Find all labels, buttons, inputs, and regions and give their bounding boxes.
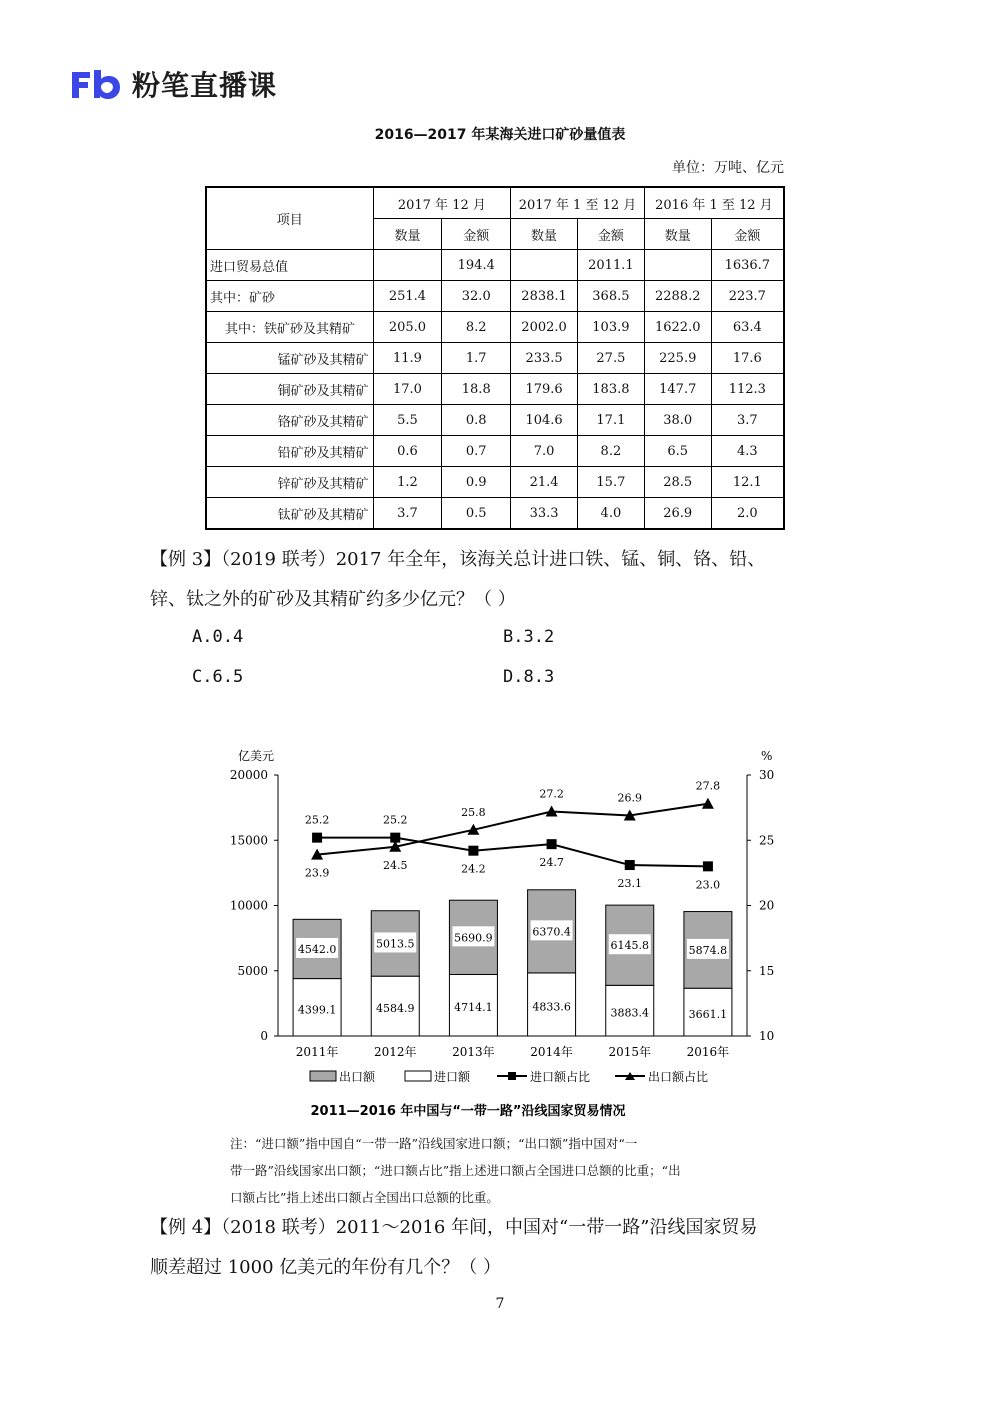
- table-cell: 7.0: [511, 436, 578, 467]
- table-cell: 0.8: [442, 405, 511, 436]
- legend-export-label: 出口额: [339, 1070, 376, 1084]
- bar-export-label: 4542.0: [297, 942, 337, 956]
- table-cell: 0.5: [442, 498, 511, 530]
- chart-title: 2011—2016 年中国与“一带一路”沿线国家贸易情况: [310, 1104, 626, 1119]
- table-cell: 15.7: [577, 467, 644, 498]
- label-export-share: 23.9: [304, 866, 330, 880]
- option-a[interactable]: A.0.4: [192, 627, 244, 647]
- page-number: 7: [495, 1296, 505, 1312]
- table-header-period: 2016 年 1 至 12 月: [644, 187, 784, 219]
- label-export-share: 25.8: [461, 805, 486, 819]
- table-cell: 179.6: [511, 374, 578, 405]
- table-row-label: 进口贸易总值: [206, 250, 373, 281]
- table-cell: 205.0: [373, 312, 442, 343]
- table-cell: 27.5: [577, 343, 644, 374]
- table-header-row: [206, 187, 784, 219]
- bar-import-label: 4584.9: [376, 1002, 415, 1016]
- option-d[interactable]: D.8.3: [503, 667, 555, 687]
- table-row: [206, 343, 784, 374]
- table-cell: 103.9: [577, 312, 644, 343]
- table-row-label: 其中：铁矿砂及其精矿: [206, 312, 373, 343]
- table-row-label: 其中：矿砂: [206, 281, 373, 312]
- table-cell: 8.2: [577, 436, 644, 467]
- table-cell: 1622.0: [644, 312, 711, 343]
- legend-import-share-marker: [508, 1072, 516, 1080]
- table-cell: 0.6: [373, 436, 442, 467]
- chart-note: [230, 1130, 790, 1211]
- y-tick-label-right: 15: [759, 963, 775, 978]
- legend-import-label: 进口额: [434, 1070, 471, 1084]
- table-cell: 8.2: [442, 312, 511, 343]
- fb-logo-icon: [70, 68, 122, 100]
- table-cell: 2002.0: [511, 312, 578, 343]
- y-axis-left-label: 亿美元: [238, 749, 275, 763]
- x-tick-label: 2014年: [530, 1045, 573, 1059]
- table-row: [206, 436, 784, 467]
- y-tick-label-left: 0: [260, 1029, 268, 1043]
- table-cell: 2011.1: [577, 250, 644, 281]
- label-import-share: 23.0: [695, 878, 721, 892]
- table-unit: 单位：万吨、亿元: [672, 160, 784, 176]
- table-cell: 17.1: [577, 405, 644, 436]
- table-row-label: 铅矿砂及其精矿: [206, 436, 373, 467]
- label-import-share: 24.2: [461, 862, 486, 876]
- question-4-line-1: 【例 4】（2018 联考）2011～2016 年间，中国对“一带一路”沿线国家贸易: [150, 1217, 758, 1238]
- table-subheader: 金额: [442, 219, 511, 250]
- table-title: 2016—2017 年某海关进口矿砂量值表: [374, 127, 626, 143]
- table-cell: 3.7: [711, 405, 784, 436]
- x-tick-label: 2012年: [373, 1045, 417, 1059]
- label-export-share: 26.9: [617, 791, 642, 805]
- bar-import-label: 3661.1: [688, 1008, 728, 1022]
- table-cell: [373, 250, 442, 281]
- bar-import-label: 4714.1: [454, 1001, 493, 1015]
- question-4-line-2: 顺差超过 1000 亿美元的年份有几个？（ ）: [150, 1257, 501, 1278]
- table-cell: 33.3: [511, 498, 578, 530]
- table-cell: 225.9: [644, 343, 711, 374]
- label-export-share: 24.5: [383, 858, 408, 872]
- legend-export-swatch: [310, 1071, 336, 1081]
- table-subheader: 数量: [511, 219, 578, 250]
- bar-export-label: 6370.4: [532, 925, 571, 939]
- y-tick-label-right: 20: [759, 898, 775, 913]
- table-header-period: 2017 年 12 月: [373, 187, 511, 219]
- bar-import-label: 4833.6: [532, 1000, 571, 1014]
- table-cell: 112.3: [711, 374, 784, 405]
- label-import-share: 25.2: [304, 813, 330, 827]
- table-cell: 4.0: [577, 498, 644, 530]
- bar-export-label: 5690.9: [454, 931, 493, 945]
- y-tick-label-right: 10: [759, 1029, 775, 1043]
- table-cell: 0.9: [442, 467, 511, 498]
- table-subheader: 金额: [577, 219, 644, 250]
- table-header-period: 2017 年 1 至 12 月: [511, 187, 645, 219]
- trade-chart-svg: [210, 740, 790, 1125]
- table-cell: 18.8: [442, 374, 511, 405]
- bar-export-label: 5874.8: [688, 943, 728, 957]
- y-tick-label-left: 5000: [237, 963, 268, 978]
- question-3-line-1: 【例 3】（2019 联考）2017 年全年，该海关总计进口铁、锰、铜、铬、铅、: [150, 549, 766, 570]
- y-tick-label-right: 25: [759, 833, 775, 848]
- table-cell: 32.0: [442, 281, 511, 312]
- table-cell: 1.2: [373, 467, 442, 498]
- marker-import-share: [468, 846, 478, 856]
- bar-import-label: 3883.4: [610, 1006, 649, 1020]
- brand-name: 粉笔直播课: [132, 69, 278, 102]
- table-cell: 233.5: [511, 343, 578, 374]
- table-cell: 21.4: [511, 467, 578, 498]
- table-row: [206, 281, 784, 312]
- bar-export-label: 6145.8: [610, 939, 649, 953]
- table-cell: 194.4: [442, 250, 511, 281]
- y-tick-label-left: 20000: [229, 768, 268, 782]
- marker-import-share: [547, 839, 557, 849]
- table-row-label: 铜矿砂及其精矿: [206, 374, 373, 405]
- data-table: [205, 186, 785, 530]
- x-tick-label: 2013年: [452, 1045, 495, 1059]
- table-cell: 26.9: [644, 498, 711, 530]
- marker-import-share: [312, 833, 322, 843]
- table-cell: 17.6: [711, 343, 784, 374]
- table-cell: 12.1: [711, 467, 784, 498]
- label-export-share: 27.8: [695, 779, 721, 793]
- table-cell: 4.3: [711, 436, 784, 467]
- table-row: [206, 374, 784, 405]
- label-import-share: 24.7: [539, 856, 564, 870]
- table-cell: [644, 250, 711, 281]
- table-cell: 11.9: [373, 343, 442, 374]
- chart-note-line: 带一路”沿线国家出口额；“进口额占比”指上述进口额占全国进口总额的比重；“出: [230, 1163, 681, 1178]
- marker-import-share: [703, 861, 713, 871]
- x-tick-label: 2015年: [608, 1045, 652, 1059]
- brand-logo: [70, 66, 277, 102]
- table-cell: 6.5: [644, 436, 711, 467]
- table-cell: 147.7: [644, 374, 711, 405]
- bar-export-label: 5013.5: [376, 937, 415, 951]
- table-row: [206, 312, 784, 343]
- table-row-label: 铬矿砂及其精矿: [206, 405, 373, 436]
- y-axis-right-label: %: [761, 749, 773, 763]
- table-subheader: 数量: [644, 219, 711, 250]
- table-row: [206, 250, 784, 281]
- y-tick-label-left: 10000: [229, 898, 268, 913]
- table-cell: 2.0: [711, 498, 784, 530]
- table-row-label: 钛矿砂及其精矿: [206, 498, 373, 530]
- table-cell: 63.4: [711, 312, 784, 343]
- chart-note-line: 注：“进口额”指中国自“一带一路”沿线国家进口额；“出口额”指中国对“一: [230, 1136, 638, 1151]
- table-cell: 3.7: [373, 498, 442, 530]
- table-cell: 5.5: [373, 405, 442, 436]
- y-tick-label-right: 30: [759, 768, 775, 782]
- legend-import-share-label: 进口额占比: [530, 1070, 591, 1084]
- bar-import-label: 4399.1: [297, 1003, 337, 1017]
- label-export-share: 27.2: [539, 787, 564, 801]
- table-cell: 368.5: [577, 281, 644, 312]
- label-import-share: 23.1: [617, 877, 642, 891]
- table-cell: 28.5: [644, 467, 711, 498]
- table-cell: [511, 250, 578, 281]
- table-cell: 251.4: [373, 281, 442, 312]
- table-row-label: 锌矿砂及其精矿: [206, 467, 373, 498]
- table-cell: 1636.7: [711, 250, 784, 281]
- table-cell: 38.0: [644, 405, 711, 436]
- table-subheader: 金额: [711, 219, 784, 250]
- option-b[interactable]: B.3.2: [503, 627, 555, 647]
- table-cell: 1.7: [442, 343, 511, 374]
- label-import-share: 25.2: [383, 813, 408, 827]
- table-row: [206, 405, 784, 436]
- table-cell: 2288.2: [644, 281, 711, 312]
- table-row-label: 锰矿砂及其精矿: [206, 343, 373, 374]
- table-row: [206, 498, 784, 530]
- table-cell: 223.7: [711, 281, 784, 312]
- x-tick-label: 2011年: [295, 1045, 339, 1059]
- chart-note-line: 口额占比”指上述出口额占全国出口总额的比重。: [230, 1190, 499, 1205]
- marker-export-share: [702, 798, 714, 809]
- table-cell: 183.8: [577, 374, 644, 405]
- table-cell: 2838.1: [511, 281, 578, 312]
- y-tick-label-left: 15000: [229, 833, 268, 848]
- x-tick-label: 2016年: [686, 1045, 730, 1059]
- table-cell: 0.7: [442, 436, 511, 467]
- option-c[interactable]: C.6.5: [192, 667, 244, 687]
- question-3-line-2: 锌、钛之外的矿砂及其精矿约多少亿元？（ ）: [150, 589, 516, 610]
- table-row: [206, 467, 784, 498]
- table-cell: 104.6: [511, 405, 578, 436]
- table-cell: 17.0: [373, 374, 442, 405]
- table-subheader: 数量: [373, 219, 442, 250]
- table-header-item: 项目: [206, 187, 373, 250]
- trade-chart: [210, 740, 790, 1129]
- marker-import-share: [625, 860, 635, 870]
- legend-export-share-label: 出口额占比: [648, 1070, 709, 1084]
- legend-import-swatch: [405, 1071, 431, 1081]
